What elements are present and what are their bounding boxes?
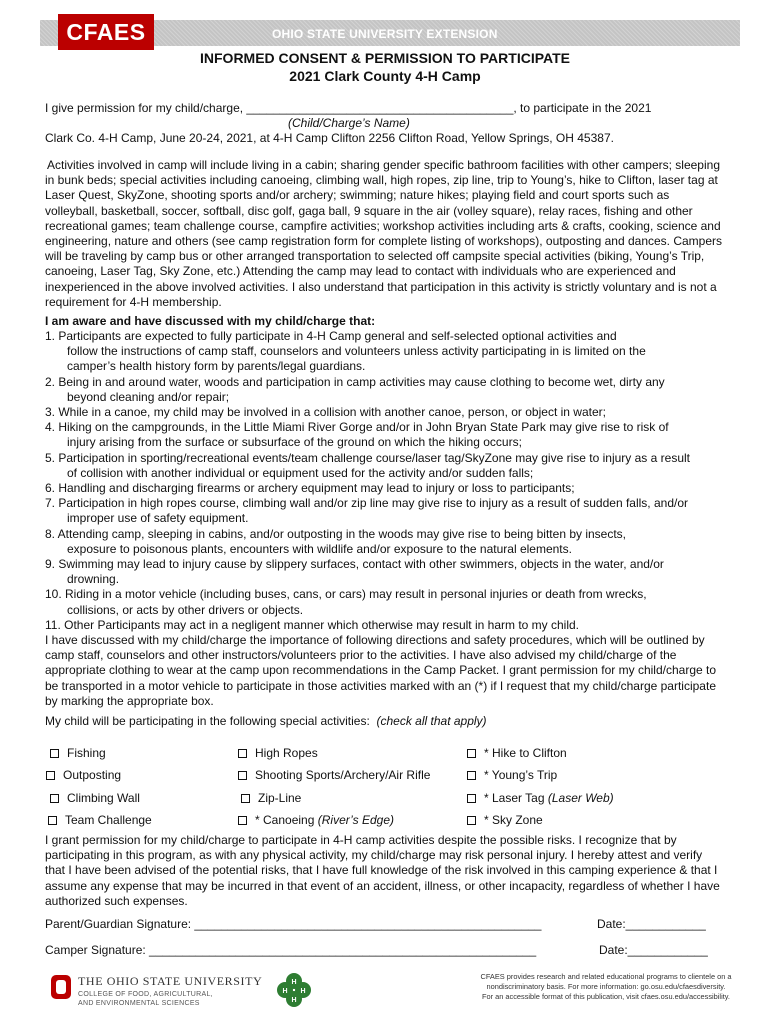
risk-item: 9. Swimming may lead to injury cause by slippery surfaces, contact with other swimmers, objects in the water, and/or drowning. xyxy=(45,557,664,587)
risk-item: 6. Handling and discharging firearms or archery equipment may lead to injury or loss to participants; xyxy=(45,481,575,496)
checkbox-climbing-wall[interactable]: Climbing Wall xyxy=(50,791,140,805)
svg-text:H: H xyxy=(300,988,306,995)
extension-label: OHIO STATE UNIVERSITY EXTENSION xyxy=(272,27,498,41)
document-subtitle: 2021 Clark County 4-H Camp xyxy=(289,68,481,84)
checkbox-icon[interactable] xyxy=(241,794,250,803)
checkbox-high-ropes[interactable]: High Ropes xyxy=(238,746,318,760)
checkbox-laser-tag[interactable]: * Laser Tag (Laser Web) xyxy=(467,791,614,805)
risk-item: 3. While in a canoe, my child may be involved in a collision with another canoe, person, or object in water; xyxy=(45,405,606,420)
grant-paragraph: I grant permission for my child/charge to participate in 4-H camp activities despite the possible risks. I recognize that by participating in this program, as with any physical activity, my child/charge may risk personal injury. I hereby attest and verify that I have been advised of the potential risks, that I have full knowledge of the risk involved in this camping experience & that I assume any expense that may be incurred in that event of an accident, illness, or other incapacity, regardless of whether I have authorized such expenses. xyxy=(45,833,720,908)
aware-heading: I am aware and have discussed with my child/charge that: xyxy=(45,314,376,328)
checkbox-icon[interactable] xyxy=(48,816,57,825)
checkbox-team-challenge[interactable]: Team Challenge xyxy=(48,813,152,827)
checkbox-canoeing[interactable]: * Canoeing (River’s Edge) xyxy=(238,813,394,827)
checkbox-zip-line[interactable]: Zip-Line xyxy=(241,791,301,805)
checkbox-icon[interactable] xyxy=(467,749,476,758)
checkbox-sky-zone[interactable]: * Sky Zone xyxy=(467,813,543,827)
permission-line: I give permission for my child/charge, ________________________________________, to participate in the 2021 xyxy=(45,101,652,115)
cfaes-logo: CFAES xyxy=(58,14,154,50)
risk-item: 4. Hiking on the campgrounds, in the Little Miami River Gorge and/or in John Bryan State Park may give rise to risk of injury arising from the surface or subsurface of the ground on which the hiking occurs; xyxy=(45,420,669,450)
child-name-caption: (Child/Charge’s Name) xyxy=(288,116,410,130)
svg-text:H: H xyxy=(291,979,297,986)
risk-list xyxy=(45,329,723,633)
osu-block-o-icon xyxy=(50,974,72,1000)
checkbox-icon[interactable] xyxy=(50,794,59,803)
checkbox-shooting-sports[interactable]: Shooting Sports/Archery/Air Rifle xyxy=(238,768,430,782)
risk-item: 11. Other Participants may act in a negligent manner which otherwise may result in harm to my child. xyxy=(45,617,580,632)
svg-text:H: H xyxy=(291,997,297,1004)
checkbox-icon[interactable] xyxy=(238,749,247,758)
checkbox-icon[interactable] xyxy=(467,771,476,780)
checkbox-icon[interactable] xyxy=(467,816,476,825)
checkbox-youngs-trip[interactable]: * Young’s Trip xyxy=(467,768,557,782)
activities-paragraph: Activities involved in camp will include living in a cabin; sharing gender specific bathroom facilities with other campers; sleeping in bunk beds; special activities including canoeing, climbing wall, high ropes, zip line, trip to Young’s, hike to Clifton, laser tag at Laser Quest, SkyZone, shooting sports and/or archery; swimming; nature hikes; playing field and court sports such as volleyball, basketball, soccer, softball, disc golf, gaga ball, 9 square in the air (volley square), relay races, fishing and other recreational games; team challenge course, campfire activities; workshop activities including arts & crafts, cooking, science and engineering, nature and others (see camp registration form for complete listing of workshops), outposting and dances. Campers will be traveling by camp bus or other arranged transportation to selected off campsite special activities (biking, Young’s Trip, canoeing, Laser Tag, Sky Zone, etc.) Attending the camp may lead to contact with individuals who are experienced and inexperienced in the above involved activities. I also understand that participation in this activity is strictly voluntary and is not a requirement for 4-H membership. xyxy=(45,158,723,309)
checkbox-icon[interactable] xyxy=(238,771,247,780)
parent-signature-line[interactable]: Parent/Guardian Signature: ____________________________________________________ xyxy=(45,917,542,931)
special-activities-label: My child will be participating in the following special activities: (check all that apply) xyxy=(45,714,487,728)
checkbox-icon[interactable] xyxy=(46,771,55,780)
risk-item: 2. Being in and around water, woods and participation in camp activities may cause clothing to become wet, dirty any beyond cleaning and/or repair; xyxy=(45,374,665,404)
checkbox-icon[interactable] xyxy=(467,794,476,803)
4h-clover-icon xyxy=(276,972,312,1008)
risk-item: 10. Riding in a motor vehicle (including buses, cans, or cars) may result in personal injuries or death from wrecks, collisions, or acts by other drivers or objects. xyxy=(45,587,647,617)
college-name: COLLEGE OF FOOD, AGRICULTURAL, AND ENVIRONMENTAL SCIENCES xyxy=(78,991,213,1007)
osu-name: THE OHIO STATE UNIVERSITY xyxy=(78,974,263,988)
risk-item: 1. Participants are expected to fully participate in 4-H Camp general and self-selected optional activities and follow the instructions of camp staff, counselors and volunteers unless activity participating in is limited on the camper’s health history form by parents/legal guardians. xyxy=(45,329,646,374)
risk-item: 8. Attending camp, sleeping in cabins, and/or outposting in the woods may give rise to being bitten by insects, exposure to poisonous plants, encounters with wildlife and/or exposure to the natural elements. xyxy=(45,526,627,556)
document-title: INFORMED CONSENT & PERMISSION TO PARTICIPATE xyxy=(200,50,570,66)
checkbox-icon[interactable] xyxy=(50,749,59,758)
camper-signature-line[interactable]: Camper Signature: __________________________________________________________ xyxy=(45,943,537,957)
nondiscrimination-notice: CFAES provides research and related educational programs to clientele on a nondiscriminatory basis. For more information: go.osu.edu/cfaesdiversity. For an accessible format of this publication, visit cfaes.osu.edu/accessibility. xyxy=(480,972,732,1001)
risk-item: 7. Participation in high ropes course, climbing wall and/or zip line may give rise to injury as a result of sudden falls, and/or improper use of safety equipment. xyxy=(45,496,688,526)
camper-date-line[interactable]: Date:____________ xyxy=(599,943,708,957)
checkbox-outposting[interactable]: Outposting xyxy=(46,768,121,782)
risk-item: 5. Participation in sporting/recreational events/team challenge course/laser tag/SkyZone may give rise to injury as a result of collision with another individual or equipment used for the activity and/or sudden falls; xyxy=(45,450,690,480)
camp-details-line: Clark Co. 4-H Camp, June 20-24, 2021, at 4-H Camp Clifton 2256 Clifton Road, Yellow Springs, OH 45387. xyxy=(45,131,614,145)
checkbox-fishing[interactable]: Fishing xyxy=(50,746,106,760)
svg-text:H: H xyxy=(282,988,288,995)
discussed-paragraph: I have discussed with my child/charge the importance of following directions and safety procedures, which will be outlined by camp staff, counselors and other instructors/volunteers prior to the activities. I have also advised my child/charge of the appropriate clothing to wear at the camp upon recommendations in the Camp Packet. I grant permission for my child/charge to be transported in a motor vehicle to participate in those activities marked with an (*) if I request that my child/charge participate by marking the appropriate box. xyxy=(45,633,717,708)
parent-date-line[interactable]: Date:____________ xyxy=(597,917,706,931)
checkbox-icon[interactable] xyxy=(238,816,247,825)
checkbox-hike-to-clifton[interactable]: * Hike to Clifton xyxy=(467,746,567,760)
